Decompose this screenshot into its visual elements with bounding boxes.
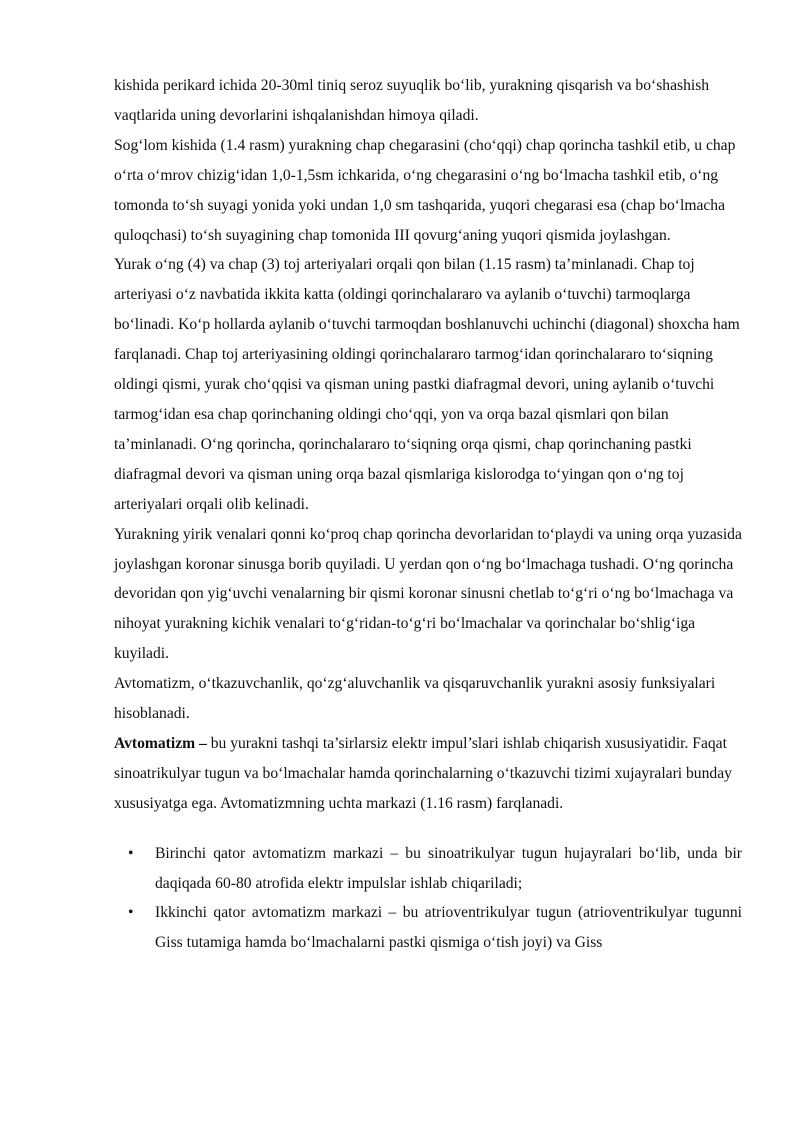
paragraph-coronary-arteries: Yurak o‘ng (4) va chap (3) toj arteriyalari orqali qon bilan (1.15 rasm) ta’minlanadi. Chap toj arteriyasi o‘z navbatida ikkita katta (oldingi qorinchalararo va aylanib o‘tuvchi) tarmoqlarga bo‘linadi. Ko‘p hollarda aylanib o‘tuvchi tarmoqdan boshlanuvchi uchinchi (diagonal) shoxcha ham farqlanadi. Chap toj arteriyasining oldingi qorinchalararo tarmog‘idan qorinchalararo to‘siqning oldingi qismi, yurak cho‘qqisi va qisman uning pastki diafragmal devori, uning aylanib o‘tuvchi tarmog‘idan esa chap qorinchaning oldingi cho‘qqi, yon va orqa bazal qismlari qon bilan ta’minlanadi. O‘ng qorincha, qorinchalararo to‘siqning orqa qismi, chap qorinchaning pastki diafragmal devori va qisman uning orqa bazal qismlariga kislorodga to‘yingan qon o‘ng toj arteriyalari orqali olib kelinadi. <box>114 256 740 513</box>
list-item <box>114 839 742 899</box>
paragraph-coronary-veins: Yurakning yirik venalari qonni ko‘proq chap qorincha devorlaridan to‘playdi va uning orqa yuzasida joylashgan koronar sinusga borib quyiladi. U yerdan qon o‘ng bo‘lmachaga tushadi. O‘ng qorincha devoridan qon yig‘uvchi venalarning bir qismi koronar sinusni chetlab to‘g‘ri o‘ng bo‘lmachaga va nihoyat yurakning kichik venalari to‘g‘ridan-to‘g‘ri bo‘lmachalar va qorinchalar bo‘shlig‘iga kuyiladi. <box>114 525 742 663</box>
list-item-text: Birinchi qator avtomatizm markazi – bu sinoatrikulyar tugun hujayralari bo‘lib, unda bir daqiqada 60-80 atrofida elektr impulslar ishlab chiqariladi; <box>155 844 742 892</box>
list-item-text: Ikkinchi qator avtomatizm markazi – bu atrioventrikulyar tugun (atrioventrikulyar tugunni Giss tutamiga hamda bo‘lmachalarni pastki qismiga o‘tish joyi) va Giss <box>155 904 742 952</box>
paragraph-heart-borders: Sog‘lom kishida (1.4 rasm) yurakning chap chegarasini (cho‘qqi) chap qorincha tashkil etib, u chap o‘rta o‘mrov chizig‘idan 1,0-1,5sm ichkarida, o‘ng chegarasini o‘ng bo‘lmacha tashkil etib, o‘ng tomonda to‘sh suyagi yonida yoki undan 1,0 sm tashqarida, yuqori chegarasi esa (chap bo‘lmacha quloqchasi) to‘sh suyagining chap tomonida III qovurg‘aning yuqori qismida joylashgan. <box>114 136 736 244</box>
bullet-icon: • <box>128 844 134 862</box>
definition-term: Avtomatizm – <box>114 734 207 752</box>
bullet-icon: • <box>128 904 134 922</box>
definition-text: bu yurakni tashqi ta’sirlarsiz elektr impul’slari ishlab chiqarish xususiyatidir. Faqat sinoatrikulyar tugun va bo‘lmachalar hamda qorinchalarning o‘tkazuvchi tizimi xujayralari bunday xususiyatga ega. Avtomatizmning uchta markazi (1.16 rasm) farqlanadi. <box>114 734 732 812</box>
document-page <box>114 71 742 958</box>
paragraph-automatism-definition <box>114 729 742 819</box>
list-item <box>114 898 742 958</box>
paragraph-pericardium: kishida perikard ichida 20-30ml tiniq seroz suyuqlik bo‘lib, yurakning qisqarish va bo‘shashish vaqtlarida uning devorlarini ishqalanishdan himoya qiladi. <box>114 77 710 124</box>
paragraph-heart-functions: Avtomatizm, o‘tkazuvchanlik, qo‘zg‘aluvchanlik va qisqaruvchanlik yurakni asosiy funksiyalari hisoblanadi. <box>114 675 716 723</box>
automatism-centers-list <box>114 839 742 959</box>
